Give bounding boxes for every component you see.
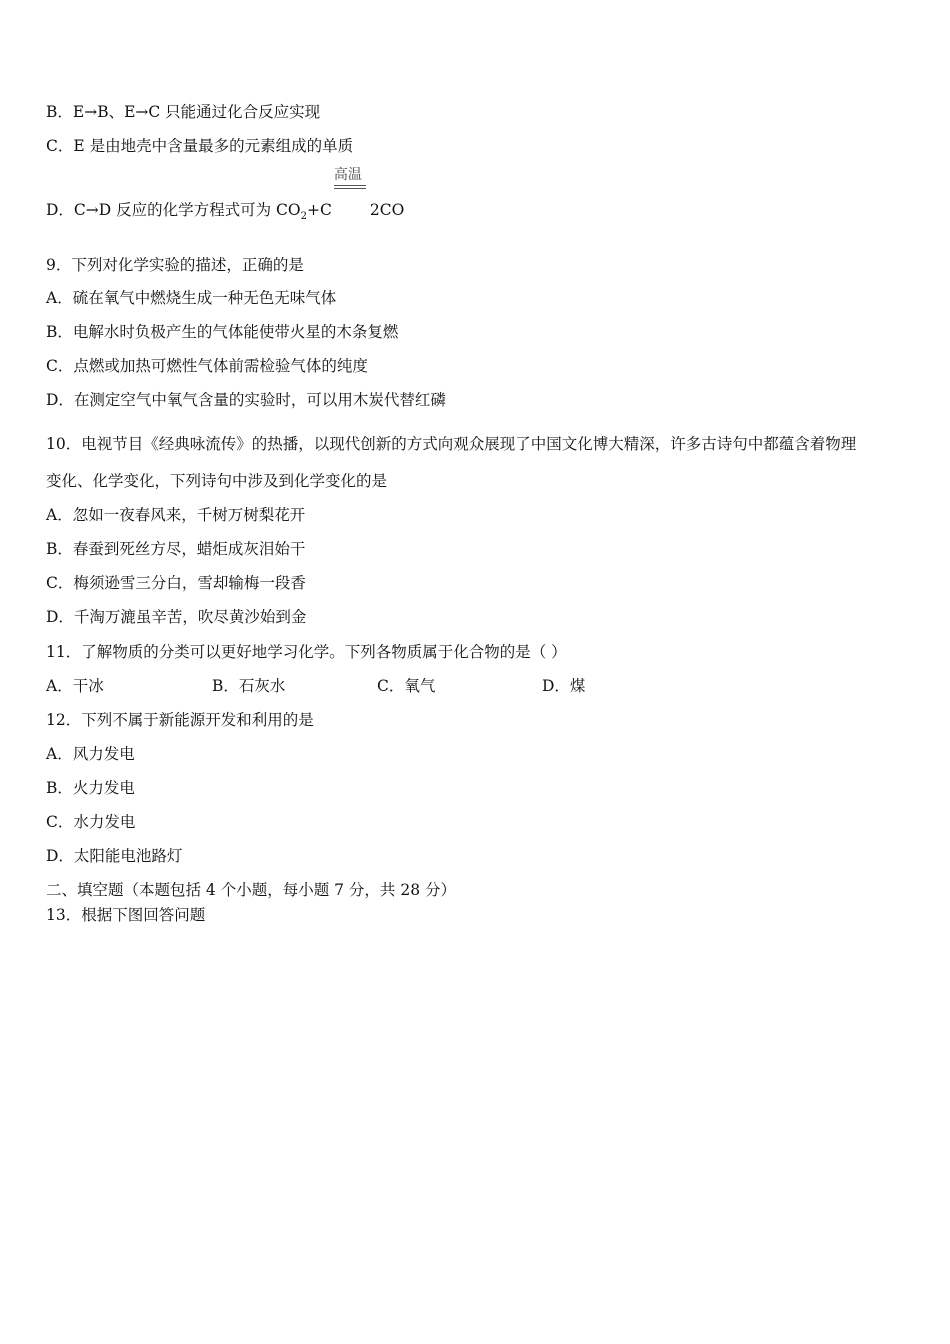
equation-right: 2CO — [369, 201, 405, 219]
q13-stem: 13．根据下图回答问题 — [46, 906, 206, 924]
q12-option-c: C．水力发电 — [46, 813, 136, 831]
q9-option-a: A．硫在氧气中燃烧生成一种无色无味气体 — [46, 289, 337, 307]
reaction-arrow — [332, 167, 370, 215]
q10-stem-line2: 变化、化学变化，下列诗句中涉及到化学变化的是 — [46, 472, 388, 490]
q11-stem: 11．了解物质的分类可以更好地学习化学。下列各物质属于化合物的是（ ） — [46, 643, 567, 661]
q11-option-a: A．干冰 — [46, 677, 104, 695]
equation-plus-c: +C — [307, 201, 332, 219]
equation-left: D．C→D 反应的化学方程式可为 CO — [46, 201, 301, 219]
q8-option-d — [46, 167, 405, 227]
equals-bar-bottom — [334, 188, 366, 189]
q10-stem-line1: 10．电视节目《经典咏流传》的热播，以现代创新的方式向观众展现了中国文化博大精深，许多古诗句中都蕴含着物理 — [46, 435, 857, 453]
q9-option-c: C．点燃或加热可燃性气体前需检验气体的纯度 — [46, 357, 368, 375]
q9-option-b: B．电解水时负极产生的气体能使带火星的木条复燃 — [46, 323, 399, 341]
section-2-title: 二、填空题（本题包括 4 个小题，每小题 7 分，共 28 分） — [46, 881, 457, 899]
q10-option-d: D．千淘万漉虽辛苦，吹尽黄沙始到金 — [46, 608, 307, 626]
q11-options — [0, 676, 950, 696]
subscript-2: 2 — [300, 211, 307, 223]
q10-option-c: C．梅须逊雪三分白，雪却输梅一段香 — [46, 574, 306, 592]
q12-option-a: A．风力发电 — [46, 745, 135, 763]
q11-option-d: D．煤 — [542, 677, 586, 695]
q8-option-c: C．E 是由地壳中含量最多的元素组成的单质 — [46, 137, 354, 155]
q9-option-d: D．在测定空气中氧气含量的实验时，可以用木炭代替红磷 — [46, 391, 446, 409]
q12-option-b: B．火力发电 — [46, 779, 135, 797]
reaction-condition: 高温 — [333, 167, 362, 183]
equals-bar-top — [334, 185, 366, 186]
q9-stem: 9．下列对化学实验的描述，正确的是 — [46, 256, 304, 274]
q8-option-b: B．E→B、E→C 只能通过化合反应实现 — [46, 103, 321, 121]
q10-option-a: A．忽如一夜春风来，千树万树梨花开 — [46, 506, 306, 524]
q11-option-b: B．石灰水 — [212, 677, 286, 695]
q12-stem: 12．下列不属于新能源开发和利用的是 — [46, 711, 314, 729]
q10-option-b: B．春蚕到死丝方尽，蜡炬成灰泪始干 — [46, 540, 306, 558]
q11-option-c: C．氧气 — [377, 677, 436, 695]
q12-option-d: D．太阳能电池路灯 — [46, 847, 183, 865]
